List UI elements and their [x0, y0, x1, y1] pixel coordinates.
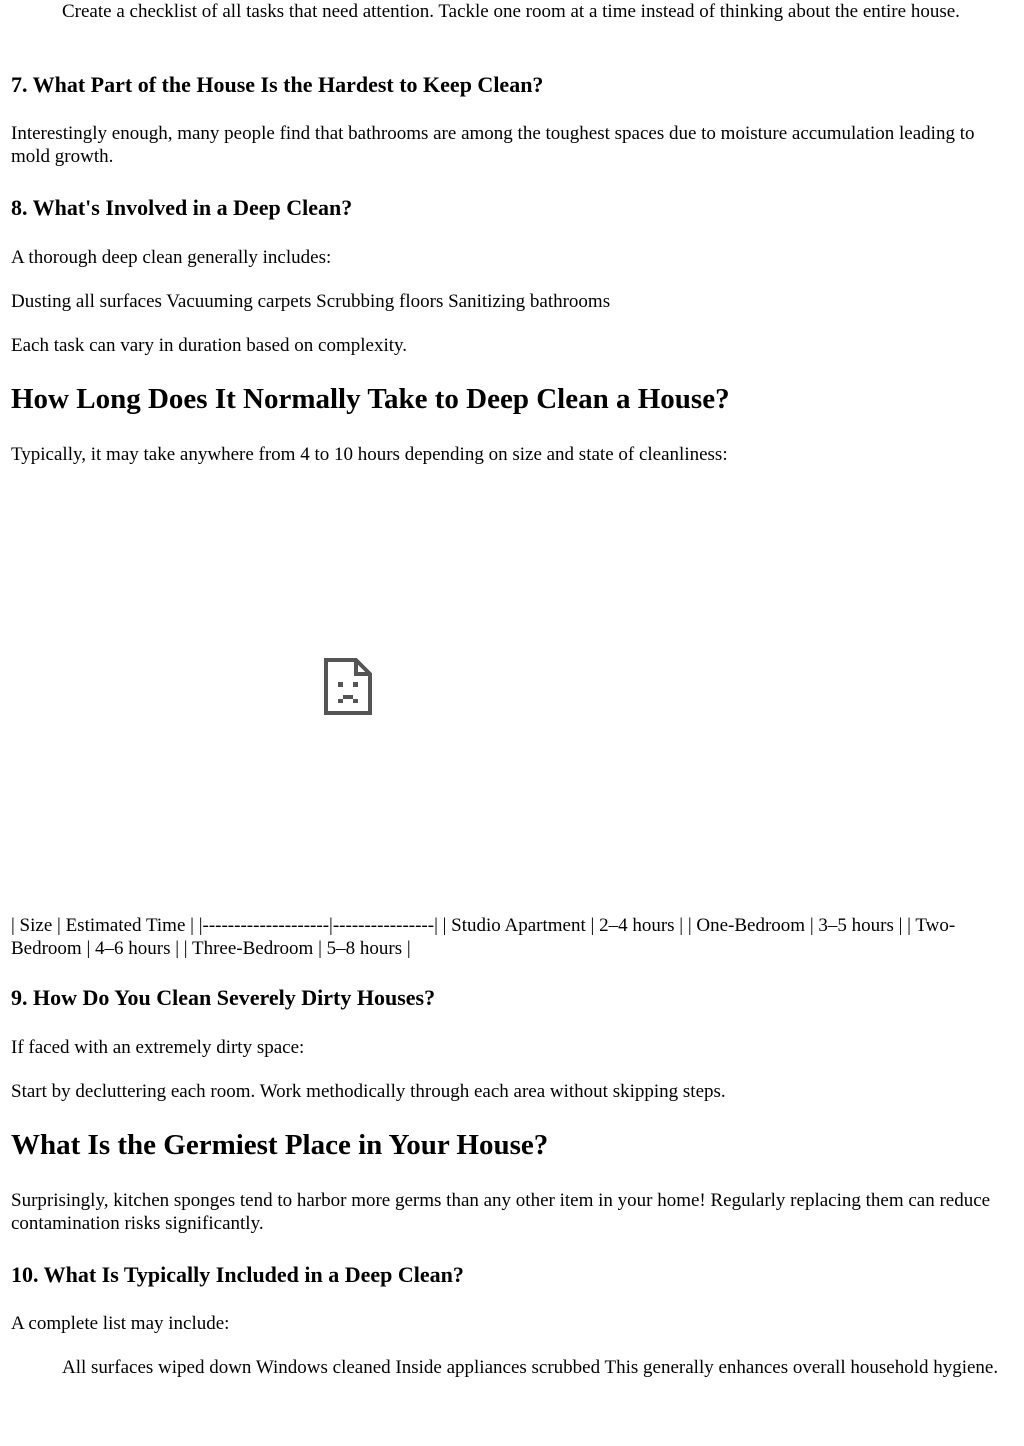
duration-heading: How Long Does It Normally Take to Deep Clean a House? [11, 383, 730, 415]
q9-intro-paragraph: If faced with an extremely dirty space: [11, 1037, 305, 1058]
q10-intro-paragraph: A complete list may include: [11, 1313, 230, 1334]
q8-tasks-paragraph: Dusting all surfaces Vacuuming carpets Scrubbing floors Sanitizing bathrooms [11, 291, 611, 312]
q7-answer-paragraph: Interestingly enough, many people find that bathrooms are among the toughest spaces due to moisture accumulation leading to mold growth. [11, 123, 975, 167]
q8-note-paragraph: Each task can vary in duration based on complexity. [11, 335, 408, 356]
broken-image-icon [324, 658, 372, 715]
q8-intro-paragraph: A thorough deep clean generally includes: [11, 247, 332, 268]
q10-list-paragraph: All surfaces wiped down Windows cleaned Inside appliances scrubbed This generally enhances overall household hygiene. [62, 1357, 999, 1378]
q9-heading: 9. How Do You Clean Severely Dirty Houses? [11, 985, 436, 1010]
q7-heading: 7. What Part of the House Is the Hardest to Keep Clean? [11, 72, 544, 97]
q9-steps-paragraph: Start by decluttering each room. Work methodically through each area without skipping steps. [11, 1081, 726, 1102]
q10-heading: 10. What Is Typically Included in a Deep Clean? [11, 1262, 464, 1287]
duration-intro-paragraph: Typically, it may take anywhere from 4 to 10 hours depending on size and state of cleanliness: [11, 444, 728, 465]
intro-tip-paragraph: Create a checklist of all tasks that need attention. Tackle one room at a time instead of thinking about the entire house. [62, 1, 960, 22]
duration-table-paragraph: | Size | Estimated Time | |--------------------|----------------| | Studio Apartment | 2–4 hours | | One-Bedroom | 3–5 hours | | Two-Bedroom | 4–6 hours | | Three-Bedroom | 5–8 hours | [11, 915, 956, 959]
germ-heading: What Is the Germiest Place in Your House? [11, 1129, 549, 1161]
germ-answer-paragraph: Surprisingly, kitchen sponges tend to harbor more germs than any other item in your home! Regularly replacing them can reduce contamination risks significantly. [11, 1190, 991, 1234]
q8-heading: 8. What's Involved in a Deep Clean? [11, 195, 353, 220]
